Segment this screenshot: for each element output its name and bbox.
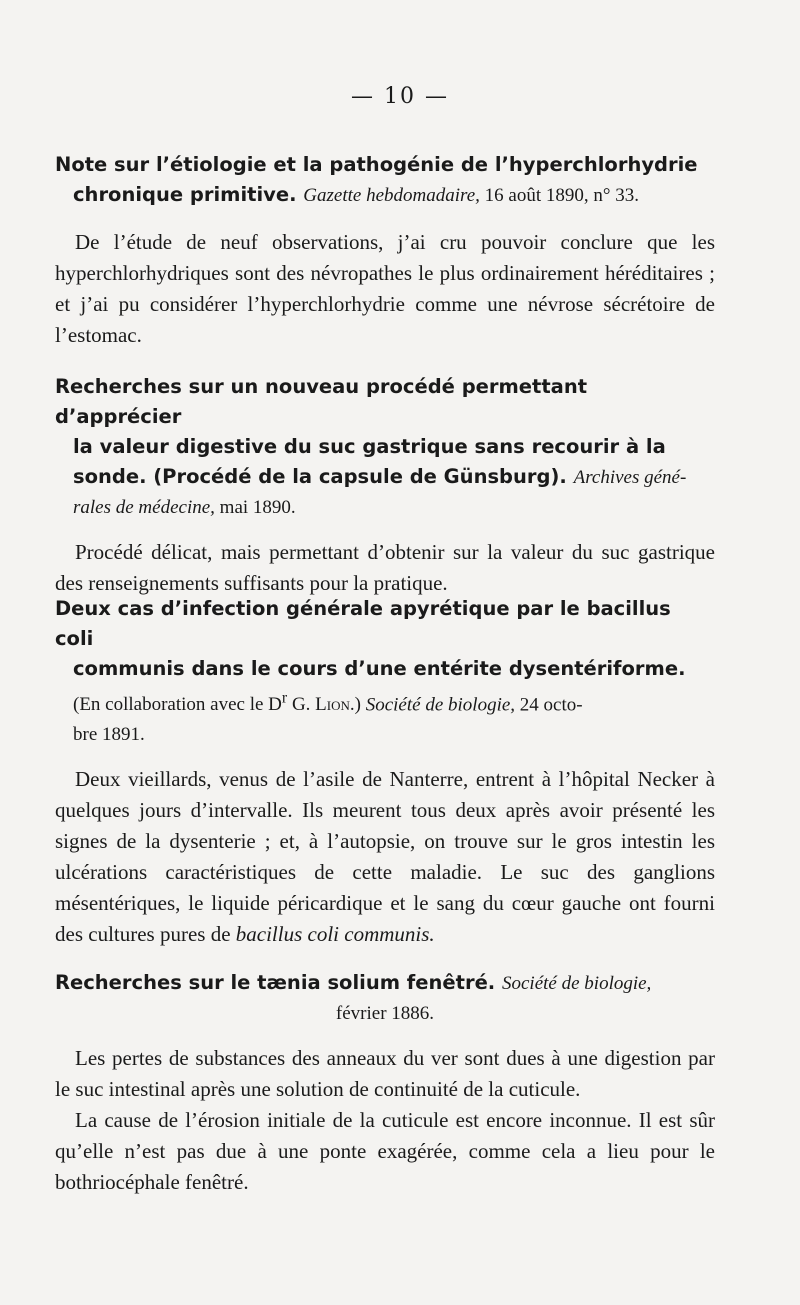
entry-capsule-gunsburg (55, 372, 715, 599)
entry-body-2: La cause de l’érosion initiale de la cuticule est encore inconnue. Il est sûr qu’elle n’est pas due à une ponte exagérée, comme cela a lieu pour le bothriocéphale fenêtré. (55, 1108, 715, 1194)
entry-body: Deux vieillards, venus de l’asile de Nanterre, entrent à l’hôpital Necker à quelques jours d’intervalle. Ils meurent tous deux après avoir présenté les signes de la dysenterie ; et, à l’autopsie, on trouve sur le gros intestin les ulcérations caractéristiques de cette maladie. Le suc des ganglions mésentériques, le liquide péricardique et le sang du cœur gauche ont fourni des cultures pures de bacillus coli communis. (55, 767, 715, 947)
entry-title: Deux cas d’infection générale apyrétique par le bacillus coli communis dans le cours d’une entérite dysentériforme. (En collaboration avec le $D^r$ G. Lion.) Société de biologie, 24 octo- bre 1891. (55, 597, 686, 746)
collaboration-note: (En collaboration avec le $D^r$ G. Lion.) (73, 690, 361, 716)
page-number: — 10 — (351, 84, 449, 109)
entry-hyperchlorhydrie (55, 150, 715, 351)
entry-bacillus-coli (55, 594, 715, 950)
source-journal: Gazette hebdomadaire, (303, 185, 480, 206)
source-journal: Société de biologie, (502, 973, 652, 994)
entry-body: Procédé délicat, mais permettant d’obtenir sur la valeur du suc gastrique des renseignements suffisants pour la pratique. (55, 540, 715, 595)
entry-title: Recherches sur le tænia solium fenêtré. Société de biologie, février 1886. (55, 971, 652, 1024)
source-journal: Archives géné- (573, 467, 687, 488)
entry-taenia-solium (55, 968, 715, 1198)
entry-title: Note sur l’étiologie et la pathogénie de l’hyperchlorhydrie chronique primitive. Gazette hebdomadaire, 16 août 1890, n° 33. (55, 153, 698, 206)
entry-title: Recherches sur un nouveau procédé permettant d’apprécier la valeur digestive du suc gastrique sans recourir à la sonde. (Procédé de la capsule de Günsburg). Archives géné- rales de médecine, mai 1890. (55, 375, 687, 518)
entry-body: Les pertes de substances des anneaux du ver sont dues à une digestion par le suc intestinal après une solution de continuité de la cuticule. (55, 1046, 715, 1101)
entry-body: De l’étude de neuf observations, j’ai cru pouvoir conclure que les hyperchlorhydriques sont des névropathes le plus ordinairement héréditaires ; et j’ai pu considérer l’hyperchlorhydrie comme une névrose sécrétoire de l’estomac. (55, 230, 715, 347)
source-journal: Société de biologie, (365, 694, 516, 716)
